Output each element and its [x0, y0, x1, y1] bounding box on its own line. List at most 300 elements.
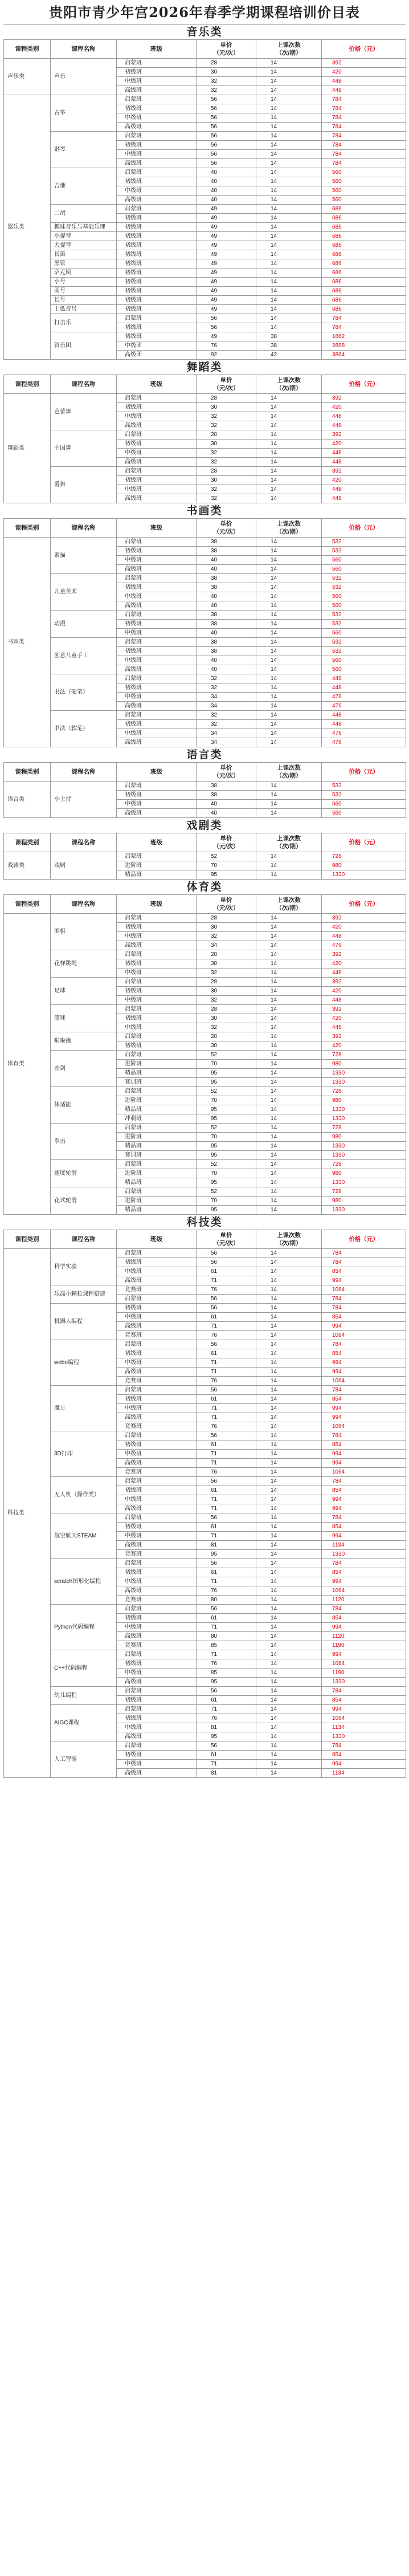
- class-level-cell: 初级班: [117, 1014, 197, 1023]
- class-level-cell: 启蒙班: [117, 1650, 197, 1659]
- header-class: 班级: [117, 1230, 197, 1249]
- total-price-cell: 784: [322, 1304, 406, 1313]
- unit-price-cell: 61: [197, 1614, 256, 1623]
- unit-price-cell: 32: [197, 711, 256, 720]
- sessions-cell: 14: [256, 1078, 322, 1087]
- class-level-cell: 精品班: [117, 870, 197, 880]
- course-name-cell: 中国舞: [51, 430, 117, 467]
- class-level-cell: 初级班: [117, 68, 197, 77]
- unit-price-cell: 71: [197, 1532, 256, 1541]
- sessions-cell: 14: [256, 241, 322, 250]
- unit-price-cell: 76: [197, 1659, 256, 1669]
- unit-price-cell: 61: [197, 1751, 256, 1760]
- total-price-cell: 1064: [322, 1659, 406, 1669]
- section-1: [3, 360, 406, 503]
- unit-price-cell: 49: [197, 259, 256, 268]
- sessions-cell: 14: [256, 1504, 322, 1513]
- class-level-cell: 启蒙班: [117, 1005, 197, 1014]
- class-level-cell: 启蒙班: [117, 1340, 197, 1349]
- total-price-cell: 686: [322, 214, 406, 223]
- total-price-cell: 784: [322, 132, 406, 141]
- unit-price-cell: 30: [197, 987, 256, 996]
- sessions-cell: 14: [256, 412, 322, 421]
- total-price-cell: 686: [322, 232, 406, 241]
- unit-price-cell: 38: [197, 791, 256, 800]
- total-price-cell: 532: [322, 620, 406, 629]
- sessions-cell: 14: [256, 1322, 322, 1331]
- class-level-cell: 进阶班: [117, 1060, 197, 1069]
- sessions-cell: 14: [256, 1051, 322, 1060]
- unit-price-cell: 52: [197, 1051, 256, 1060]
- total-price-cell: 476: [322, 702, 406, 711]
- category-cell: 戏剧类: [4, 852, 51, 880]
- sessions-cell: 14: [256, 95, 322, 104]
- total-price-cell: 1330: [322, 1732, 406, 1741]
- class-level-cell: 初级班: [117, 923, 197, 932]
- total-price-cell: 448: [322, 674, 406, 683]
- sessions-cell: 14: [256, 1160, 322, 1169]
- section-2: [3, 503, 406, 747]
- sessions-cell: 14: [256, 629, 322, 638]
- class-level-cell: 高级班: [117, 1368, 197, 1377]
- sessions-cell: 14: [256, 702, 322, 711]
- total-price-cell: 560: [322, 177, 406, 186]
- class-level-cell: 高级班: [117, 1413, 197, 1422]
- class-level-cell: 竞赛班: [117, 1641, 197, 1650]
- class-level-cell: 高级班: [117, 1732, 197, 1741]
- sessions-cell: 14: [256, 1687, 322, 1696]
- total-price-cell: 392: [322, 394, 406, 403]
- total-price-cell: 980: [322, 1133, 406, 1142]
- unit-price-cell: 49: [197, 214, 256, 223]
- section-title: 语言类: [186, 748, 223, 761]
- total-price-cell: 728: [322, 1187, 406, 1197]
- table-row: [4, 1304, 406, 1313]
- sessions-cell: 14: [256, 1197, 322, 1206]
- total-price-cell: 686: [322, 205, 406, 214]
- unit-price-cell: 38: [197, 538, 256, 547]
- class-level-cell: 启蒙班: [117, 95, 197, 104]
- total-price-cell: 784: [322, 1477, 406, 1486]
- sessions-cell: 14: [256, 1386, 322, 1395]
- total-price-cell: 980: [322, 861, 406, 870]
- sessions-cell: 14: [256, 1714, 322, 1723]
- course-name-cell: 二胡: [51, 205, 117, 223]
- class-level-cell: 竞赛班: [117, 1377, 197, 1386]
- total-price-cell: 994: [322, 1504, 406, 1513]
- unit-price-cell: 32: [197, 449, 256, 458]
- course-name-cell: 乐高小颗粒课程搭建: [51, 1285, 117, 1304]
- class-level-cell: 高级班: [117, 565, 197, 574]
- table-row: [4, 132, 406, 141]
- unit-price-cell: 28: [197, 1032, 256, 1041]
- total-price-cell: 532: [322, 574, 406, 583]
- sessions-cell: 14: [256, 1404, 322, 1413]
- sessions-cell: 14: [256, 1586, 322, 1596]
- unit-price-cell: 71: [197, 1504, 256, 1513]
- unit-price-cell: 28: [197, 430, 256, 439]
- unit-price-cell: 56: [197, 1249, 256, 1258]
- class-level-cell: 启蒙班: [117, 852, 197, 861]
- class-level-cell: 精品班: [117, 1206, 197, 1215]
- course-name-cell: 航空航天STEAM: [51, 1513, 117, 1559]
- class-level-cell: 初级班: [117, 791, 197, 800]
- header-class: 班级: [117, 375, 197, 394]
- unit-price-cell: 38: [197, 782, 256, 791]
- sessions-cell: 14: [256, 711, 322, 720]
- total-price-cell: 448: [322, 458, 406, 467]
- unit-price-cell: 38: [197, 620, 256, 629]
- total-price-cell: 1064: [322, 1285, 406, 1295]
- sessions-cell: 14: [256, 278, 322, 287]
- class-level-cell: 竞赛班: [117, 1331, 197, 1340]
- sessions-cell: 14: [256, 1760, 322, 1769]
- header-total: 价格（元）: [322, 833, 406, 852]
- total-price-cell: 448: [322, 932, 406, 941]
- total-price-cell: 2888: [322, 341, 406, 351]
- class-level-cell: 中级团: [117, 341, 197, 351]
- course-name-cell: 儿童美术: [51, 574, 117, 611]
- table-row: [4, 1477, 406, 1486]
- header-price: 单价 （元/次）: [197, 763, 256, 782]
- header-class: 班级: [117, 763, 197, 782]
- total-price-cell: 532: [322, 611, 406, 620]
- class-level-cell: 启蒙班: [117, 950, 197, 959]
- table-row: [4, 1124, 406, 1133]
- table-row: [4, 1005, 406, 1014]
- header-category: 课程类别: [4, 895, 51, 914]
- total-price-cell: 686: [322, 268, 406, 278]
- table-row: [4, 1051, 406, 1060]
- header-price: 单价 （元/次）: [197, 895, 256, 914]
- course-name-cell: 小主持: [51, 782, 117, 818]
- sessions-cell: 14: [256, 1577, 322, 1586]
- sessions-cell: 14: [256, 1659, 322, 1669]
- total-price-cell: 532: [322, 583, 406, 592]
- sessions-cell: 14: [256, 449, 322, 458]
- unit-price-cell: 32: [197, 968, 256, 978]
- total-price-cell: 392: [322, 467, 406, 476]
- class-level-cell: 初级班: [117, 214, 197, 223]
- total-price-cell: 994: [322, 1705, 406, 1714]
- total-price-cell: 994: [322, 1650, 406, 1659]
- header-class: 班级: [117, 519, 197, 538]
- unit-price-cell: 52: [197, 852, 256, 861]
- table-row: [4, 268, 406, 278]
- class-level-cell: 初级班: [117, 268, 197, 278]
- header-sessions: 上课次数 （次/期）: [256, 763, 322, 782]
- unit-price-cell: 56: [197, 1295, 256, 1304]
- sessions-cell: 14: [256, 620, 322, 629]
- total-price-cell: 728: [322, 1087, 406, 1096]
- class-level-cell: 初级班: [117, 1659, 197, 1669]
- table-row: [4, 332, 406, 341]
- sessions-cell: 14: [256, 439, 322, 449]
- sessions-cell: 14: [256, 1358, 322, 1368]
- course-name-cell: 无人机（操作类）: [51, 1477, 117, 1513]
- course-name-cell: 长号: [51, 296, 117, 305]
- total-price-cell: 1064: [322, 1586, 406, 1596]
- unit-price-cell: 61: [197, 1313, 256, 1322]
- total-price-cell: 994: [322, 1495, 406, 1504]
- category-cell: 声乐类: [4, 59, 51, 95]
- header-class: 班级: [117, 833, 197, 852]
- class-level-cell: 中级班: [117, 1723, 197, 1732]
- category-cell: 科技类: [4, 1249, 51, 1778]
- unit-price-cell: 95: [197, 1732, 256, 1741]
- class-level-cell: 高级班: [117, 1322, 197, 1331]
- unit-price-cell: 61: [197, 1486, 256, 1495]
- course-name-cell: 书法（软笔）: [51, 711, 117, 747]
- unit-price-cell: 32: [197, 996, 256, 1005]
- unit-price-cell: 56: [197, 1258, 256, 1267]
- class-level-cell: 赛训班: [117, 1151, 197, 1160]
- total-price-cell: 448: [322, 683, 406, 693]
- sessions-cell: 14: [256, 1124, 322, 1133]
- unit-price-cell: 49: [197, 268, 256, 278]
- sessions-cell: 14: [256, 592, 322, 601]
- table-row: [4, 1340, 406, 1349]
- class-level-cell: 启蒙班: [117, 1741, 197, 1751]
- total-price-cell: 728: [322, 1124, 406, 1133]
- total-price-cell: 784: [322, 1687, 406, 1696]
- course-name-cell: 人工智能: [51, 1741, 117, 1778]
- class-level-cell: 初级班: [117, 278, 197, 287]
- class-level-cell: 高级班: [117, 1769, 197, 1778]
- total-price-cell: 784: [322, 1431, 406, 1440]
- course-name-cell: webo编程: [51, 1340, 117, 1386]
- class-level-cell: 启蒙班: [117, 782, 197, 791]
- unit-price-cell: 49: [197, 296, 256, 305]
- total-price-cell: 854: [322, 1267, 406, 1276]
- table-row: [4, 205, 406, 214]
- sessions-cell: 14: [256, 547, 322, 556]
- total-price-cell: 854: [322, 1395, 406, 1404]
- unit-price-cell: 95: [197, 1678, 256, 1687]
- section-title: 体育类: [186, 881, 223, 893]
- unit-price-cell: 95: [197, 1114, 256, 1124]
- total-price-cell: 420: [322, 987, 406, 996]
- class-level-cell: 初级班: [117, 223, 197, 232]
- unit-price-cell: 61: [197, 1523, 256, 1532]
- total-price-cell: 1134: [322, 1541, 406, 1550]
- class-level-cell: 初级班: [117, 305, 197, 314]
- sessions-cell: 14: [256, 959, 322, 968]
- class-level-cell: 启蒙班: [117, 574, 197, 583]
- unit-price-cell: 34: [197, 702, 256, 711]
- unit-price-cell: 70: [197, 1096, 256, 1105]
- sessions-cell: 14: [256, 205, 322, 214]
- class-level-cell: 初级班: [117, 403, 197, 412]
- total-price-cell: 448: [322, 1023, 406, 1032]
- table-row: [4, 1087, 406, 1096]
- sessions-cell: 14: [256, 305, 322, 314]
- class-level-cell: 高级班: [117, 123, 197, 132]
- total-price-cell: 784: [322, 159, 406, 168]
- class-level-cell: 高级班: [117, 665, 197, 674]
- header-course: 课程名称: [51, 763, 117, 782]
- sessions-cell: 14: [256, 1023, 322, 1032]
- unit-price-cell: 56: [197, 95, 256, 104]
- class-level-cell: 高级班: [117, 494, 197, 503]
- total-price-cell: 532: [322, 791, 406, 800]
- sessions-cell: 14: [256, 1568, 322, 1577]
- table-row: [4, 950, 406, 959]
- unit-price-cell: 76: [197, 1422, 256, 1431]
- class-level-cell: 初级班: [117, 296, 197, 305]
- sessions-cell: 14: [256, 1614, 322, 1623]
- course-name-cell: 啦啦操: [51, 1032, 117, 1051]
- total-price-cell: 784: [322, 1295, 406, 1304]
- class-level-cell: 初级班: [117, 1304, 197, 1313]
- course-name-cell: Python代码编程: [51, 1605, 117, 1650]
- course-name-cell: 3D打印: [51, 1431, 117, 1477]
- sessions-cell: 14: [256, 1060, 322, 1069]
- sessions-cell: 14: [256, 565, 322, 574]
- class-level-cell: 初级班: [117, 647, 197, 656]
- total-price-cell: 420: [322, 439, 406, 449]
- category-cell: 语言类: [4, 782, 51, 818]
- unit-price-cell: 32: [197, 77, 256, 86]
- class-level-cell: 中级班: [117, 968, 197, 978]
- course-name-cell: 击剑: [51, 1051, 117, 1087]
- class-level-cell: 启蒙班: [117, 711, 197, 720]
- table-row: [4, 1559, 406, 1568]
- course-name-cell: 声乐: [51, 59, 117, 95]
- sessions-cell: 14: [256, 1267, 322, 1276]
- sessions-cell: 14: [256, 259, 322, 268]
- sessions-cell: 14: [256, 1468, 322, 1477]
- class-level-cell: 启蒙班: [117, 1705, 197, 1714]
- unit-price-cell: 52: [197, 1187, 256, 1197]
- course-name-cell: 书法（硬笔）: [51, 674, 117, 711]
- total-price-cell: 1064: [322, 1377, 406, 1386]
- unit-price-cell: 61: [197, 1440, 256, 1450]
- course-name-cell: 小号: [51, 278, 117, 287]
- total-price-cell: 994: [322, 1623, 406, 1632]
- sessions-cell: 14: [256, 1650, 322, 1659]
- sessions-cell: 42: [256, 351, 322, 360]
- unit-price-cell: 95: [197, 1550, 256, 1559]
- table-row: [4, 430, 406, 439]
- total-price-cell: 532: [322, 547, 406, 556]
- header-total: 价格（元）: [322, 895, 406, 914]
- class-level-cell: 启蒙班: [117, 538, 197, 547]
- unit-price-cell: 56: [197, 1605, 256, 1614]
- sessions-cell: 14: [256, 683, 322, 693]
- unit-price-cell: 80: [197, 1596, 256, 1605]
- header-row: [4, 763, 406, 782]
- sessions-cell: 14: [256, 932, 322, 941]
- sessions-cell: 14: [256, 1541, 322, 1550]
- class-level-cell: 初级班: [117, 720, 197, 729]
- unit-price-cell: 49: [197, 232, 256, 241]
- unit-price-cell: 40: [197, 809, 256, 818]
- class-level-cell: 初级班: [117, 1440, 197, 1450]
- class-level-cell: 中级班: [117, 1313, 197, 1322]
- sessions-cell: 14: [256, 1596, 322, 1605]
- unit-price-cell: 56: [197, 1304, 256, 1313]
- unit-price-cell: 71: [197, 1650, 256, 1659]
- table-row: [4, 1687, 406, 1696]
- unit-price-cell: 76: [197, 1586, 256, 1596]
- header-course: 课程名称: [51, 1230, 117, 1249]
- course-name-cell: scratch图形化编程: [51, 1559, 117, 1605]
- class-level-cell: 高级班: [117, 1586, 197, 1596]
- unit-price-cell: 34: [197, 693, 256, 702]
- class-level-cell: 中级班: [117, 996, 197, 1005]
- unit-price-cell: 71: [197, 1404, 256, 1413]
- unit-price-cell: 92: [197, 351, 256, 360]
- class-level-cell: 中级班: [117, 800, 197, 809]
- class-level-cell: 启蒙班: [117, 1431, 197, 1440]
- sessions-cell: 14: [256, 1313, 322, 1322]
- header-category: 课程类别: [4, 763, 51, 782]
- header-class: 班级: [117, 895, 197, 914]
- class-level-cell: 冲刺班: [117, 1114, 197, 1124]
- total-price-cell: 854: [322, 1568, 406, 1577]
- sessions-cell: 14: [256, 1413, 322, 1422]
- total-price-cell: 1134: [322, 1723, 406, 1732]
- total-price-cell: 1330: [322, 870, 406, 880]
- class-level-cell: 中级班: [117, 150, 197, 159]
- class-level-cell: 初级班: [117, 1696, 197, 1705]
- unit-price-cell: 40: [197, 800, 256, 809]
- class-level-cell: 进阶班: [117, 1197, 197, 1206]
- unit-price-cell: 52: [197, 1160, 256, 1169]
- total-price-cell: 994: [322, 1532, 406, 1541]
- total-price-cell: 1330: [322, 1105, 406, 1114]
- class-level-cell: 启蒙班: [117, 394, 197, 403]
- course-name-cell: 围棋: [51, 914, 117, 950]
- sessions-cell: 14: [256, 1178, 322, 1187]
- unit-price-cell: 70: [197, 1060, 256, 1069]
- sessions-cell: 14: [256, 268, 322, 278]
- total-price-cell: 686: [322, 296, 406, 305]
- header-row: [4, 519, 406, 538]
- class-level-cell: 初级班: [117, 1523, 197, 1532]
- sessions-cell: 14: [256, 1450, 322, 1459]
- total-price-cell: 980: [322, 1060, 406, 1069]
- unit-price-cell: 71: [197, 1413, 256, 1422]
- unit-price-cell: 49: [197, 205, 256, 214]
- course-name-cell: 大提琴: [51, 241, 117, 250]
- total-price-cell: 1190: [322, 1641, 406, 1650]
- table-row: [4, 223, 406, 232]
- unit-price-cell: 40: [197, 177, 256, 186]
- unit-price-cell: 30: [197, 68, 256, 77]
- class-level-cell: 中级班: [117, 1532, 197, 1541]
- total-price-cell: 686: [322, 241, 406, 250]
- unit-price-cell: 95: [197, 1105, 256, 1114]
- course-name-cell: 机器人编程: [51, 1304, 117, 1340]
- class-level-cell: 启蒙班: [117, 132, 197, 141]
- unit-price-cell: 71: [197, 1358, 256, 1368]
- total-price-cell: 448: [322, 720, 406, 729]
- sessions-cell: 14: [256, 583, 322, 592]
- table-row: [4, 574, 406, 583]
- sessions-cell: 14: [256, 1623, 322, 1632]
- section-3: [3, 747, 406, 818]
- fee-table: [3, 375, 406, 503]
- unit-price-cell: 80: [197, 1632, 256, 1641]
- unit-price-cell: 34: [197, 941, 256, 950]
- sessions-cell: 14: [256, 150, 322, 159]
- class-level-cell: 高级班: [117, 196, 197, 205]
- total-price-cell: 1330: [322, 1069, 406, 1078]
- course-name-cell: 素描: [51, 538, 117, 574]
- total-price-cell: 1120: [322, 1596, 406, 1605]
